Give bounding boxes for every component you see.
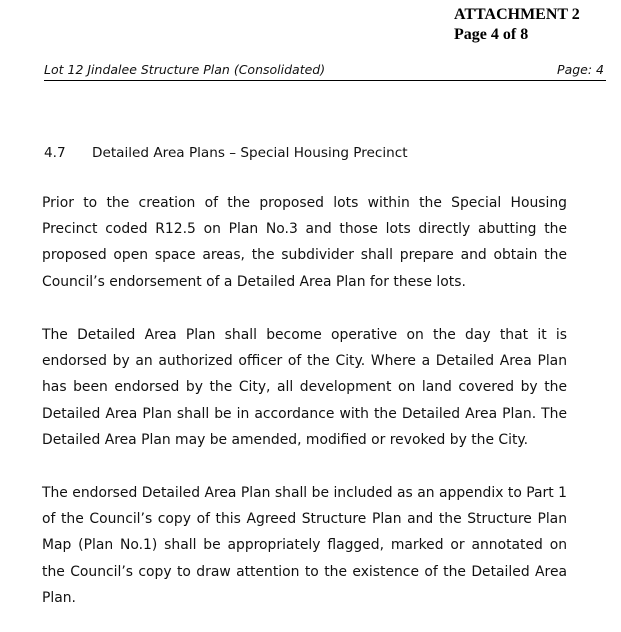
page-number: Page: 4 bbox=[557, 62, 604, 77]
document-header bbox=[44, 62, 606, 81]
document-title: Lot 12 Jindalee Structure Plan (Consolidated) bbox=[44, 62, 326, 77]
attachment-page-count: Page 4 of 8 bbox=[454, 26, 529, 43]
attachment-label: ATTACHMENT 2 bbox=[454, 6, 580, 23]
paragraph-detailed-area-plan-operation: The Detailed Area Plan shall become operative on the day that it is endorsed by an authorized officer of the City. Where a Detailed Area Plan has been endorsed by the City, all development on land covered by the Detailed Area Plan shall be in accordance with the Detailed Area Plan. The Detailed Area Plan may be amended, modified or revoked by the City. bbox=[42, 327, 567, 448]
paragraph-detailed-area-plan-appendix: The endorsed Detailed Area Plan shall be included as an appendix to Part 1 of the Council’s copy of this Agreed Structure Plan and the Structure Plan Map (Plan No.1) shall be appropriately flagged, marked or annotated on the Council’s copy to draw attention to the existence of the Detailed Area Plan. bbox=[42, 485, 567, 606]
attachment-stamp bbox=[454, 5, 580, 45]
section-title: Detailed Area Plans – Special Housing Precinct bbox=[92, 145, 408, 161]
section-number: 4.7 bbox=[44, 145, 66, 161]
paragraph-detailed-area-plan-requirement: Prior to the creation of the proposed lots within the Special Housing Precinct coded R12.5 on Plan No.3 and those lots directly abutting the proposed open space areas, the subdivider shall prepare and obtain the Council’s endorsement of a Detailed Area Plan for these lots. bbox=[42, 195, 567, 290]
section-heading bbox=[44, 144, 408, 162]
